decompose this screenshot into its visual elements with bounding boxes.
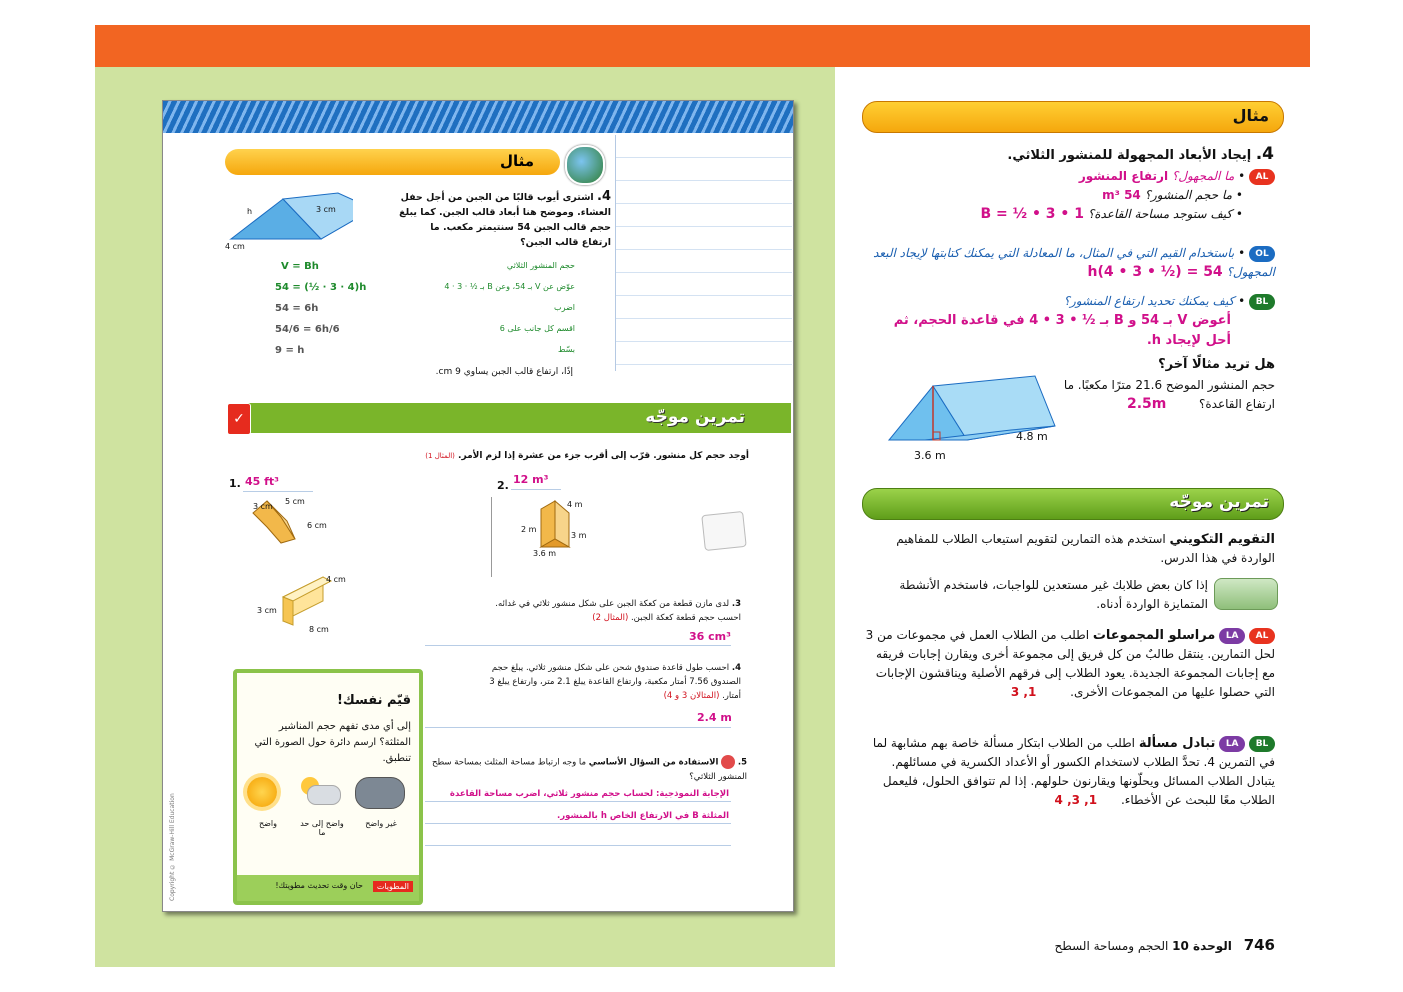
self-check-title: قيّم نفسك! bbox=[336, 693, 411, 708]
example-number: 4. bbox=[597, 189, 611, 204]
answer-line bbox=[425, 727, 731, 728]
foldables-text: حان وقت تحديث مطويتك! bbox=[275, 881, 363, 890]
student-page bbox=[162, 100, 794, 912]
foldables-bar bbox=[237, 875, 419, 901]
self-check-box bbox=[233, 669, 423, 905]
cheese-label-3cm: 3 cm bbox=[257, 606, 277, 615]
al-row-3: • كيف ستوجد مساحة القاعدة؟ B = ½ • 3 • 1 bbox=[980, 206, 1243, 222]
self-check-text: إلى أي مدى تفهم حجم المناشير المثلثة؟ ارسم دائرة حول الصورة التي تنطبق. bbox=[254, 721, 411, 764]
ex2-label-2m: 2 m bbox=[521, 525, 537, 534]
example-problem bbox=[399, 189, 611, 250]
page-footer bbox=[1000, 936, 1275, 954]
ol-question: OL • باستخدام القيم التي في المثال، ما المعادلة التي يمكنك كتابتها لإيجاد البعد المجهول؟ 54 = (½ • 3 • 4)h bbox=[873, 246, 1275, 280]
another-example-title: هل تريد مثالًا آخر؟ bbox=[1158, 357, 1275, 372]
q4-answer: 2.4 m bbox=[697, 711, 732, 724]
answer-line bbox=[425, 823, 731, 824]
students-group-icon bbox=[1214, 578, 1278, 610]
page-number: 746 bbox=[1243, 936, 1275, 954]
foldables-label: المطويات bbox=[373, 881, 413, 892]
not-ready-text: إذا كان بعض طلابك غير مستعدين للواجبات، فاستخدم الأنشطة المتمايزة الواردة أدناه. bbox=[899, 578, 1208, 611]
ex1-label: 1. bbox=[229, 477, 241, 490]
fig-label-4cm: 4 cm bbox=[225, 242, 245, 251]
q5-icon bbox=[721, 755, 735, 769]
answer-line bbox=[511, 489, 561, 490]
cheese-label-4cm: 4 cm bbox=[326, 575, 346, 584]
header-bar bbox=[95, 25, 1310, 67]
example-bar bbox=[225, 149, 560, 175]
ex1-label-6cm: 6 cm bbox=[307, 521, 327, 530]
copyright: Copyright © McGraw-Hill Education bbox=[169, 793, 176, 901]
another-example-question: حجم المنشور الموضح 21.6 مترًا مكعبًا. ما ارتفاع القاعدة؟ bbox=[1063, 378, 1275, 411]
ex2-answer: 12 m³ bbox=[513, 473, 549, 486]
cheese-label-8cm: 8 cm bbox=[309, 625, 329, 634]
notes-lined-area bbox=[615, 135, 792, 371]
another-example-answer: 2.5m bbox=[1127, 396, 1167, 412]
step-row: V = Bh حجم المنشور الثلاثي bbox=[281, 261, 575, 272]
ex2-label-3m: 3 m bbox=[571, 531, 587, 540]
example-conclusion: إذًا، ارتفاع قالب الجبن يساوي 9 cm. bbox=[435, 367, 573, 377]
al-row-1: AL • ما المجهول؟ ارتفاع المنشور bbox=[880, 167, 1275, 186]
ex1-label-5cm: 5 cm bbox=[285, 497, 305, 506]
exchange-exercises: 1, 3, 4 bbox=[1054, 793, 1098, 807]
fig-label-3cm: 3 cm bbox=[316, 205, 336, 214]
page-stripe bbox=[163, 101, 793, 133]
question-3: 3. لدى مازن قطعة من كعكة الجبن على شكل منشور ثلاثي في غدائه. احسب حجم قطعة كعكة الجبن. (المثال 2) bbox=[495, 599, 741, 623]
fig-label-h: h bbox=[247, 207, 253, 216]
teacher-guided-bar bbox=[862, 488, 1284, 520]
practice-instructions: أوجد حجم كل منشور. قرّب إلى أقرب جزء من عشرة إذا لزم الأمر. (المثال 1) bbox=[425, 451, 749, 461]
option-clear[interactable]: واضح bbox=[258, 819, 278, 828]
option-somewhat[interactable]: واضح إلى حد ما bbox=[300, 819, 344, 837]
answer-line bbox=[425, 801, 731, 802]
exchange-problem: BL LA تبادل مسألة اطلب من الطلاب ابتكار مسألة خاصة بهم مشابهة لما في التمرين 4. تحدَّ الطلاب لاستخدام الكسور أو الأعداد الكسرية في مسائلهم. يتبادل الطلاب المسائل ويحلّونها ويقارنون حلولهم. إذا لم تتوافق الحلول، فليعمل الطلاب معًا للبحث عن الأخطاء. 1, 3, 4 bbox=[872, 736, 1275, 807]
example-steps bbox=[273, 259, 583, 364]
ex1-label-3cm: 3 cm bbox=[253, 502, 273, 511]
al-row-2: • ما حجم المنشور؟ 54 m³ bbox=[1102, 188, 1243, 202]
teacher-example-bar bbox=[862, 101, 1284, 133]
divider bbox=[491, 497, 492, 577]
another-fig-label-4-8m: 4.8 m bbox=[1016, 430, 1048, 443]
unit-label: الوحدة 10 bbox=[1172, 939, 1232, 953]
step-row: 54 = (½ · 3 · 4)h عوّض عن V بـ 54، وعن B بـ ½ · 3 · 4 bbox=[275, 282, 575, 293]
bl-question: BL • كيف يمكنك تحديد ارتفاع المنشور؟ أعوض V بـ 54 و B بـ ½ • 3 • 4 في قاعدة الحجم، ثم أحل لإيجاد h. bbox=[880, 292, 1275, 351]
group-reporters: AL LA مراسلو المجموعات اطلب من الطلاب العمل في مجموعات من 3 لحل التمارين. ينتقل طالبٌ من كل فريق إلى مجموعة أخرى ويقارن إجابات فريقه مع إجابات المجموعة الجديدة. يعود الطلاب إلى فرقهم الأصلية ويناقشون الإجابات التي حصلوا عليها من المجموعات الأخرى. 1, 3 bbox=[865, 628, 1275, 699]
teacher-example-heading: 4. إيجاد الأبعاد المجهولة للمنشور الثلاثي. bbox=[1007, 144, 1274, 164]
ex2-label-3-6m: 3.6 m bbox=[533, 549, 557, 558]
q5-model-answer-2: المثلثة B في الارتفاع الخاص h بالمنشور. bbox=[557, 811, 729, 821]
group-exercises: 1, 3 bbox=[1010, 685, 1037, 699]
ex2-label-4m: 4 m bbox=[567, 500, 583, 509]
answer-line bbox=[425, 645, 731, 646]
q5-model-answer: الإجابة النموذجية: لحساب حجم منشور ثلاثي، اضرب مساحة القاعدة bbox=[449, 789, 729, 799]
question-5: 5. الاستفادة من السؤال الأساسي ما وجه ارتباط مساحة المثلث بمساحة سطح المنشور الثلاثي؟ bbox=[427, 755, 747, 784]
q3-answer: 36 cm³ bbox=[689, 630, 731, 643]
ex1-answer: 45 ft³ bbox=[245, 475, 279, 488]
partly-cloudy-icon bbox=[301, 777, 341, 805]
check-icon: ✓ bbox=[227, 403, 251, 435]
step-row: 54/6 = 6h/6 اقسم كل جانب على 6 bbox=[275, 324, 575, 335]
answer-line bbox=[425, 845, 731, 846]
step-row: 54 = 6h اضرب bbox=[275, 303, 575, 314]
formative-assessment: التقويم التكويني استخدم هذه التمارين لتقويم استيعاب الطلاب للمفاهيم الواردة في هذا الدرس. bbox=[896, 532, 1275, 565]
another-fig-label-3-6m: 3.6 m bbox=[914, 449, 946, 462]
unit-title: الحجم ومساحة السطح bbox=[1054, 939, 1169, 953]
example-problem-text: اشترى أيوب قالبًا من الجبن من أجل حفل العشاء. وموضح هنا أبعاد قالب الجبن. كما يبلغ حجم قالب الجبن 54 سنتيمتر مكعب. ما ارتفاع قالب الجبن؟ bbox=[399, 192, 611, 248]
example-title: مثال bbox=[499, 152, 534, 170]
guided-practice-bar bbox=[235, 403, 791, 433]
answer-line bbox=[243, 491, 313, 492]
cloud-icon bbox=[355, 777, 405, 809]
teacher-example-title: مثال bbox=[1232, 106, 1269, 125]
teacher-guided-title: تمرين موجّه bbox=[1169, 492, 1269, 512]
globe-icon bbox=[565, 145, 605, 185]
al-questions bbox=[880, 167, 1275, 224]
guided-practice-title: تمرين موجّه bbox=[645, 407, 745, 427]
ex2-label: 2. bbox=[497, 479, 509, 492]
step-row: 9 = h بسّط bbox=[275, 345, 575, 356]
sun-icon bbox=[247, 777, 277, 807]
hint-sticker bbox=[701, 511, 747, 551]
question-4: 4. احسب طول قاعدة صندوق شحن على شكل منشور ثلاثي. يبلغ حجم الصندوق 7.56 أمتار مكعبة، وارتفاع القاعدة يبلغ 2.1 متر، وارتفاع يبلغ 3 أمتار. (المثالان 3 و 4) bbox=[489, 663, 741, 701]
option-unclear[interactable]: غير واضح bbox=[365, 819, 397, 828]
